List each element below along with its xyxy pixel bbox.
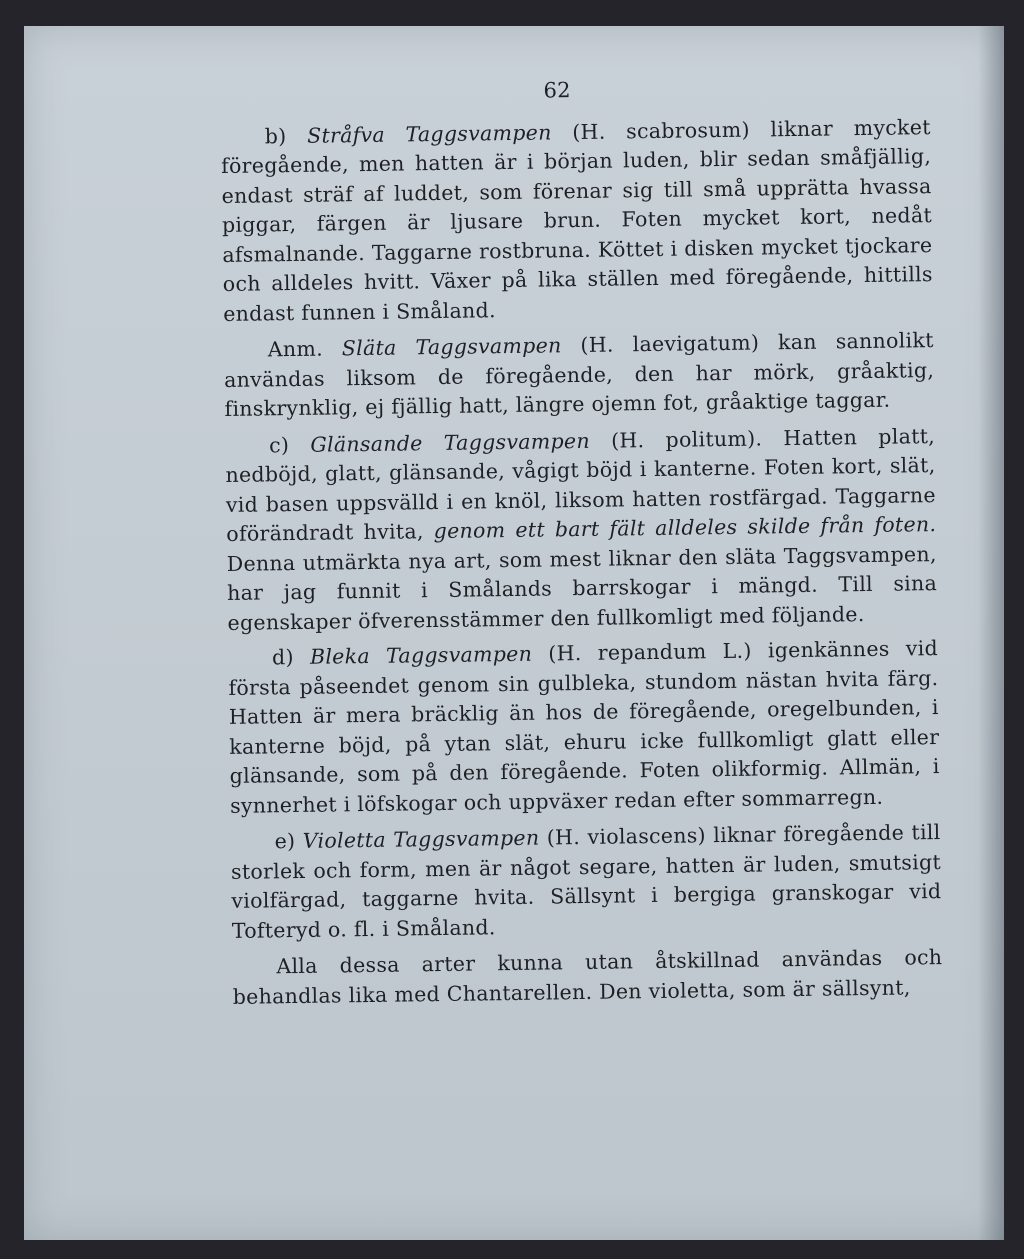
item-label: c) [268, 432, 290, 457]
paragraph-text-continued: Denna utmärkta nya art, som mest liknar den släta Taggsvampen, har jag funnit i Smålands barrskogar i mängd. Till sina egenskaper öfverensstämmer den fullkomligt med följande. [226, 541, 938, 635]
paragraph-c [225, 422, 938, 638]
paragraph-anm [224, 326, 935, 424]
paragraph-b [221, 113, 934, 329]
paragraph-closing [232, 943, 943, 1012]
species-name: Stråfva Taggsvampen [306, 119, 552, 148]
species-name: Glänsande Taggsvampen [310, 428, 591, 457]
paragraph-text: (H. repandum L.) igenkännes vid första påseendet genom sin gulbleka, stundom nästan hvita färg. Hatten är mera bräcklig än hos de föregående, oregelbunden, i kanterne böjd, på ytan slät, ehuru icke fullkomligt glatt eller glänsande, som på den föregående. Foten olikformig. Allmän, i synnerhet i löfskogar och uppväxer redan efter sommarregn. [228, 636, 940, 818]
paragraph-text: (H. scabrosum) liknar mycket föregående, men hatten är i början luden, blir sedan småfjällig, endast sträf af luddet, som förenar sig till små upprätta hvassa piggar, färgen är ljusare brun. Foten mycket kort, nedåt afsmalnande. Taggarne rostbruna. Köttet i disken mycket tjockare och alldeles hvitt. Växer på lika ställen med föregående, hittills endast funnen i Småland. [221, 114, 933, 326]
item-label: d) [271, 645, 294, 670]
paragraph-text: Alla dessa arter kunna utan åtskillnad användas och behandlas lika med Chantarellen. Den violetta, som är sällsynt, [232, 945, 943, 1009]
paragraph-text: (H. violascens) liknar föregående till storlek och form, men är något segare, hatten är luden, smutsigt violfärgad, taggarne hvita. Sällsynt i bergiga granskogar vid Tofteryd o. fl. i Småland. [230, 820, 942, 943]
paragraph-text: (H. laevigatum) kan sannolikt användas liksom de föregående, den har mörk, gråaktig, finskrynklig, ej fjällig hatt, längre ojemn fot, gråaktige taggar. [224, 328, 935, 421]
item-label: b) [264, 123, 287, 148]
paragraph-text: (H. politum). Hatten platt, nedböjd, glatt, glänsande, vågigt böjd i kanterne. Foten kort, slät, vid basen uppsvälld i en knöl, liksom hatten rostfärgad. Taggarne oförändradt hvita, [225, 423, 937, 546]
species-name: Violetta Taggsvampen [302, 825, 540, 853]
item-label: Anm. [267, 336, 324, 362]
page-number: 62 [543, 78, 571, 103]
page-text [220, 71, 943, 1019]
paragraph-e [230, 818, 942, 946]
species-name: Bleka Taggsvampen [309, 641, 533, 669]
species-name: Släta Taggsvampen [341, 333, 562, 361]
book-page [24, 26, 1004, 1240]
paragraph-d [228, 634, 940, 821]
emphasis-text: genom ett bart fält alldeles skilde från foten. [433, 512, 937, 544]
page-fold-shadow [978, 26, 1004, 1240]
item-label: e) [274, 829, 296, 854]
